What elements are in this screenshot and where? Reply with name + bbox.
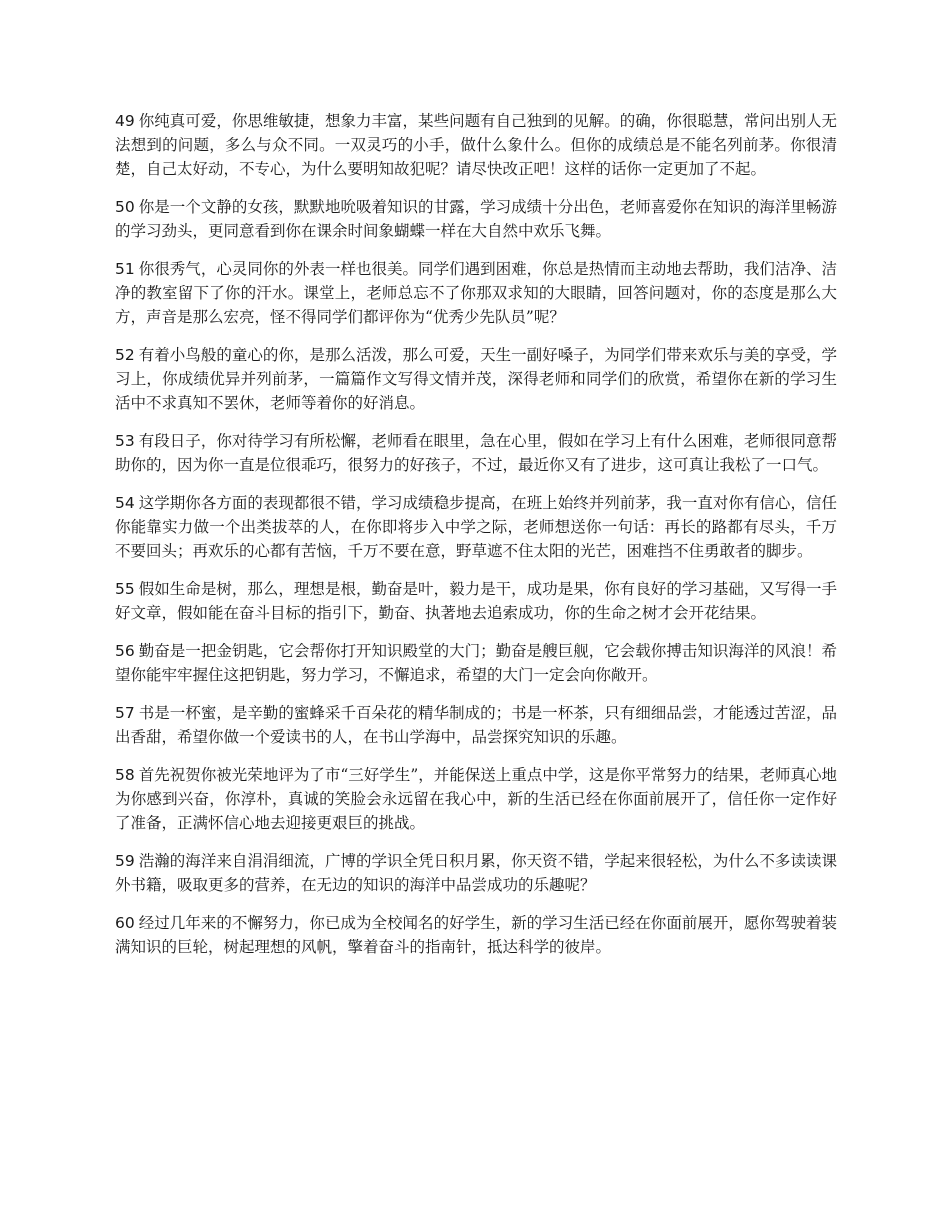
paragraph-number: 54 xyxy=(115,494,135,512)
paragraph-text: 有段日子，你对待学习有所松懈，老师看在眼里，急在心里，假如在学习上有什么困难，老师很同意帮助你的，因为你一直是位很乖巧，很努力的好孩子，不过，最近你又有了进步，这可真让我松了一口气。 xyxy=(115,432,837,474)
paragraph-number: 55 xyxy=(115,580,135,598)
paragraph-number: 49 xyxy=(115,112,135,130)
paragraph-number: 56 xyxy=(115,642,135,660)
paragraph-60 xyxy=(115,911,837,959)
paragraph-text: 勤奋是一把金钥匙，它会帮你打开知识殿堂的大门；勤奋是艘巨舰，它会载你搏击知识海洋的风浪！希望你能牢牢握住这把钥匙，努力学习，不懈追求，希望的大门一定会向你敞开。 xyxy=(115,642,837,684)
paragraph-59 xyxy=(115,849,837,897)
paragraph-text: 这学期你各方面的表现都很不错，学习成绩稳步提高，在班上始终并列前茅，我一直对你有信心，信任你能靠实力做一个出类拔萃的人，在你即将步入中学之际，老师想送你一句话：再长的路都有尽头，千万不要回头；再欢乐的心都有苦恼，千万不要在意，野草遮不住太阳的光芒，困难挡不住勇敢者的脚步。 xyxy=(115,494,837,560)
paragraph-number: 50 xyxy=(115,198,135,216)
paragraph-text: 首先祝贺你被光荣地评为了市“三好学生”，并能保送上重点中学，这是你平常努力的结果，老师真心地为你感到兴奋，你淳朴，真诚的笑脸会永远留在我心中，新的生活已经在你面前展开了，信任你一定作好了准备，正满怀信心地去迎接更艰巨的挑战。 xyxy=(115,766,837,832)
paragraph-number: 57 xyxy=(115,704,135,722)
paragraph-52 xyxy=(115,343,837,415)
paragraph-number: 58 xyxy=(115,766,135,784)
paragraph-text: 浩瀚的海洋来自涓涓细流，广博的学识全凭日积月累，你天资不错，学起来很轻松，为什么不多读读课外书籍，吸取更多的营养，在无边的知识的海洋中品尝成功的乐趣呢？ xyxy=(115,852,837,894)
document-body xyxy=(115,109,837,973)
paragraph-number: 52 xyxy=(115,346,135,364)
paragraph-56 xyxy=(115,639,837,687)
paragraph-54 xyxy=(115,491,837,563)
paragraph-text: 你是一个文静的女孩，默默地吮吸着知识的甘露，学习成绩十分出色，老师喜爱你在知识的海洋里畅游的学习劲头，更同意看到你在课余时间象蝴蝶一样在大自然中欢乐飞舞。 xyxy=(115,198,837,240)
paragraph-number: 53 xyxy=(115,432,135,450)
paragraph-50 xyxy=(115,195,837,243)
paragraph-55 xyxy=(115,577,837,625)
paragraph-58 xyxy=(115,763,837,835)
paragraph-number: 59 xyxy=(115,852,135,870)
paragraph-number: 51 xyxy=(115,260,135,278)
paragraph-number: 60 xyxy=(115,914,135,932)
paragraph-text: 你很秀气，心灵同你的外表一样也很美。同学们遇到困难，你总是热情而主动地去帮助，我们洁净、洁净的教室留下了你的汗水。课堂上，老师总忘不了你那双求知的大眼睛，回答问题对，你的态度是那么大方，声音是那么宏亮，怪不得同学们都评你为“优秀少先队员”呢？ xyxy=(115,260,837,326)
paragraph-text: 有着小鸟般的童心的你，是那么活泼，那么可爱，天生一副好嗓子，为同学们带来欢乐与美的享受，学习上，你成绩优异并列前茅，一篇篇作文写得文情并茂，深得老师和同学们的欣赏，希望你在新的学习生活中不求真知不罢休，老师等着你的好消息。 xyxy=(115,346,837,412)
paragraph-text: 假如生命是树，那么，理想是根，勤奋是叶，毅力是干，成功是果，你有良好的学习基础，又写得一手好文章，假如能在奋斗目标的指引下，勤奋、执著地去追索成功，你的生命之树才会开花结果。 xyxy=(115,580,837,622)
paragraph-49 xyxy=(115,109,837,181)
paragraph-text: 经过几年来的不懈努力，你已成为全校闻名的好学生，新的学习生活已经在你面前展开，愿你驾驶着装满知识的巨轮，树起理想的风帆，擎着奋斗的指南针，抵达科学的彼岸。 xyxy=(115,914,837,956)
paragraph-53 xyxy=(115,429,837,477)
paragraph-text: 你纯真可爱，你思维敏捷，想象力丰富，某些问题有自己独到的见解。的确，你很聪慧，常问出别人无法想到的问题，多么与众不同。一双灵巧的小手，做什么象什么。但你的成绩总是不能名列前茅。你很清楚，自己太好动，不专心，为什么要明知故犯呢？请尽快改正吧！这样的话你一定更加了不起。 xyxy=(115,112,837,178)
paragraph-text: 书是一杯蜜，是辛勤的蜜蜂采千百朵花的精华制成的；书是一杯茶，只有细细品尝，才能透过苦涩，品出香甜，希望你做一个爱读书的人，在书山学海中，品尝探究知识的乐趣。 xyxy=(115,704,837,746)
paragraph-51 xyxy=(115,257,837,329)
paragraph-57 xyxy=(115,701,837,749)
